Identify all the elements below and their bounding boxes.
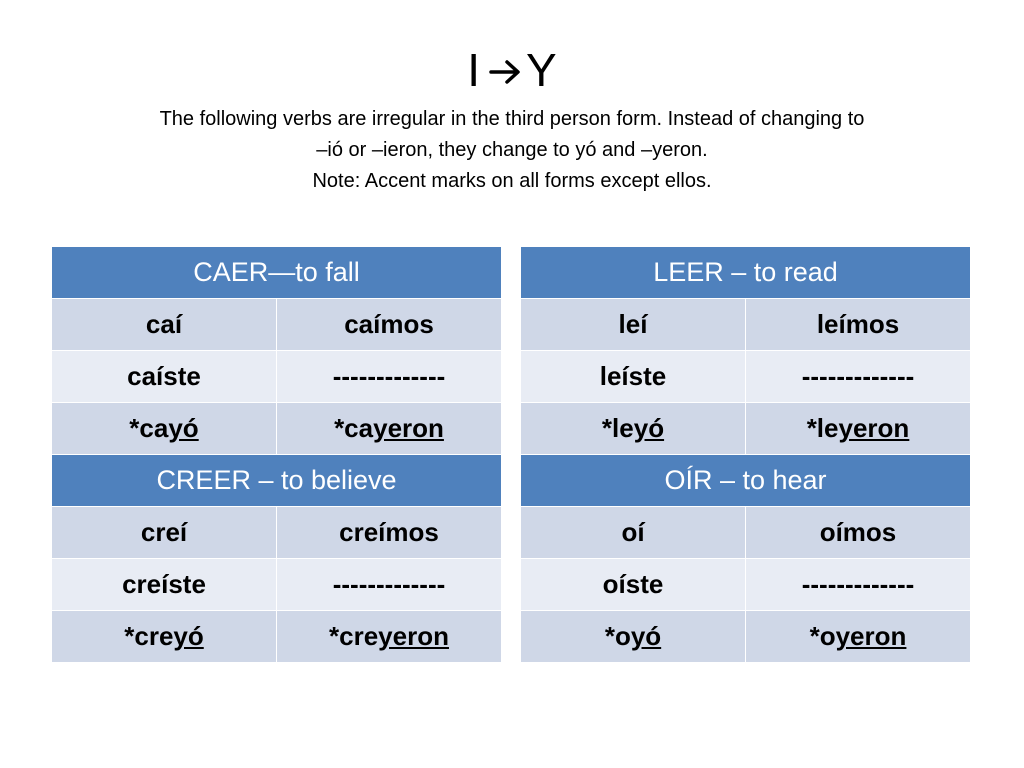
- cell-underlined: yeron: [835, 621, 907, 651]
- cell-underlined: yó: [633, 413, 665, 443]
- table-cell: leíste: [521, 351, 746, 403]
- subtitle-line-1: The following verbs are irregular in the third person form. Instead of changing to: [159, 108, 865, 130]
- cell-underlined: yeron: [838, 413, 910, 443]
- table-cell: [277, 611, 502, 663]
- table-cell: [746, 403, 971, 455]
- cell-prefix: *ca: [334, 413, 374, 443]
- table-cell: oíste: [521, 559, 746, 611]
- table-cell: [277, 403, 502, 455]
- subtitle-line-2: –ió or –ieron, they change to yó and –yeron.: [316, 139, 708, 161]
- cell-underlined: yó: [173, 621, 204, 651]
- arrow-right-icon: [488, 46, 524, 102]
- cell-prefix: *cre: [124, 621, 174, 651]
- table-cell: [521, 403, 746, 455]
- table-header-creer: CREER – to believe: [52, 455, 502, 507]
- slide-title: [0, 42, 1024, 102]
- table-cell: creí: [52, 507, 277, 559]
- table-cell: caí: [52, 299, 277, 351]
- table-row: [52, 507, 502, 559]
- cell-prefix: *ca: [129, 413, 169, 443]
- table-row: [52, 403, 502, 455]
- cell-underlined: yeron: [373, 413, 444, 443]
- table-cell: [52, 403, 277, 455]
- table-row: [521, 507, 971, 559]
- cell-underlined: yó: [168, 413, 199, 443]
- cell-prefix: *le: [601, 413, 634, 443]
- table-cell: creíste: [52, 559, 277, 611]
- cell-prefix: *le: [806, 413, 839, 443]
- table-row: [521, 403, 971, 455]
- table-header-leer: LEER – to read: [521, 247, 971, 299]
- table-cell: caímos: [277, 299, 502, 351]
- cell-prefix: *o: [604, 621, 631, 651]
- table-cell: -------------: [277, 351, 502, 403]
- cell-underlined: yó: [630, 621, 662, 651]
- table-cell: creímos: [277, 507, 502, 559]
- table-cell: -------------: [277, 559, 502, 611]
- title-left: I: [467, 44, 481, 96]
- cell-prefix: *o: [809, 621, 836, 651]
- table-header-caer: CAER—to fall: [52, 247, 502, 299]
- table-row: [521, 559, 971, 611]
- table-row: [52, 299, 502, 351]
- table-cell: [521, 611, 746, 663]
- table-row: [52, 351, 502, 403]
- table-cell: oímos: [746, 507, 971, 559]
- table-row: [521, 351, 971, 403]
- cell-prefix: *cre: [329, 621, 379, 651]
- table-cell: oí: [521, 507, 746, 559]
- cell-underlined: yeron: [378, 621, 449, 651]
- table-cell: caíste: [52, 351, 277, 403]
- title-right: Y: [526, 44, 557, 96]
- slide-subtitle: [60, 104, 964, 197]
- subtitle-line-3: Note: Accent marks on all forms except ellos.: [312, 170, 712, 192]
- table-cell: [746, 611, 971, 663]
- table-row: [52, 559, 502, 611]
- table-header-oir: OÍR – to hear: [521, 455, 971, 507]
- table-row: [52, 611, 502, 663]
- table-row: [521, 611, 971, 663]
- table-cell: -------------: [746, 351, 971, 403]
- table-cell: leímos: [746, 299, 971, 351]
- table-row: [521, 299, 971, 351]
- conjugation-table-left: [51, 246, 502, 663]
- table-cell: -------------: [746, 559, 971, 611]
- conjugation-table-right: [520, 246, 971, 663]
- table-cell: [52, 611, 277, 663]
- table-cell: leí: [521, 299, 746, 351]
